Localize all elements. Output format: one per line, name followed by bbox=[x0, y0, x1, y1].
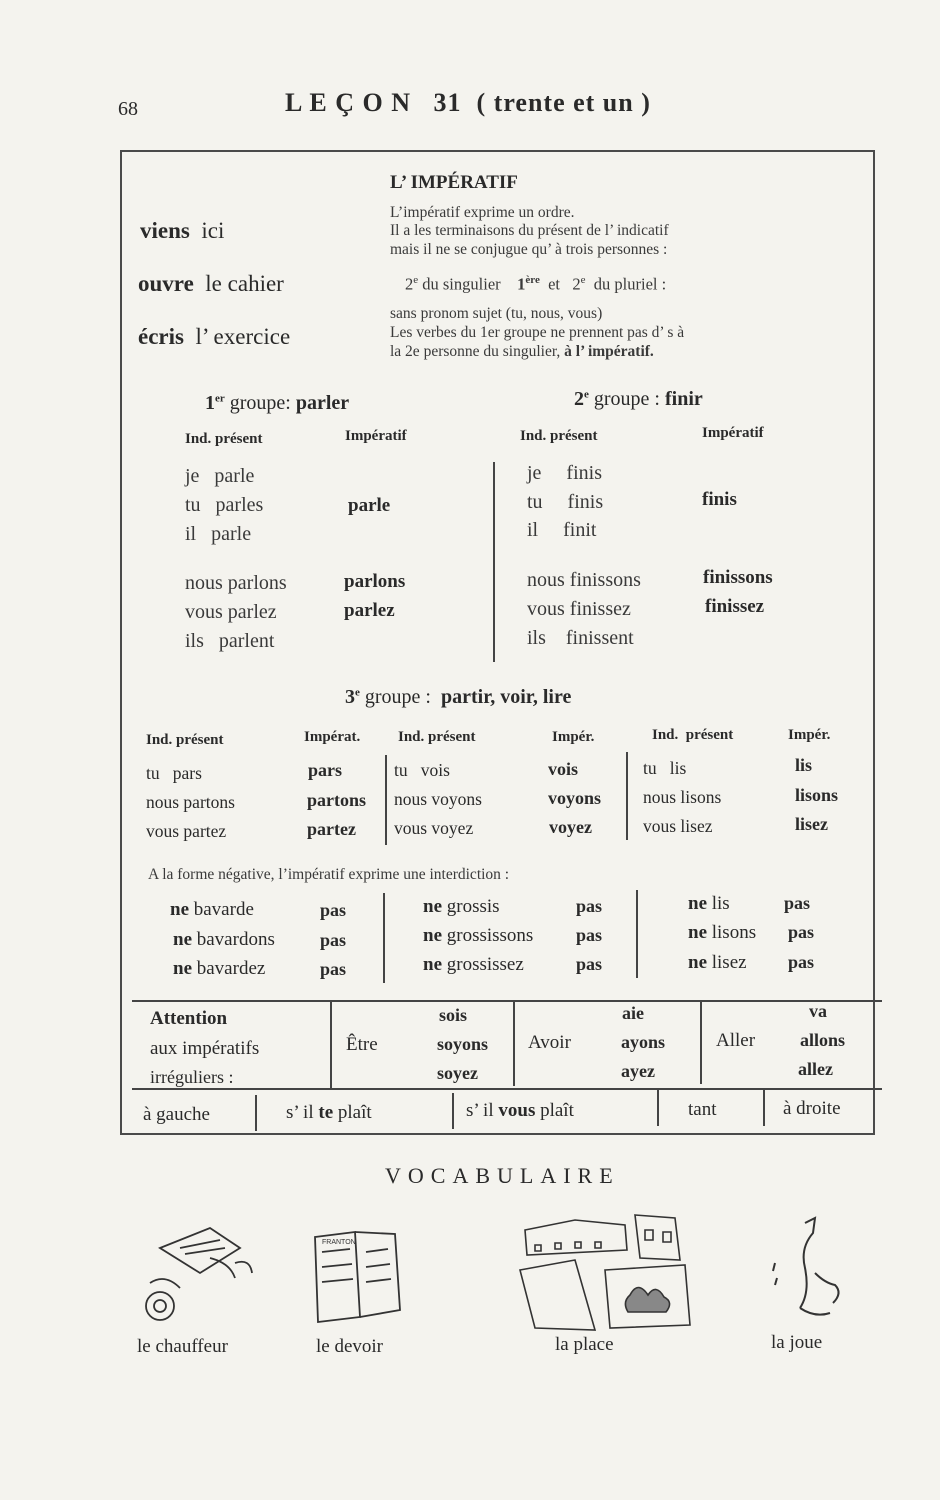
joue-illustration bbox=[755, 1213, 845, 1328]
phrase-gauche: à gauche bbox=[143, 1104, 210, 1125]
group1-imp-2: parlons bbox=[344, 571, 406, 592]
example-2: ouvre le cahier bbox=[138, 271, 284, 296]
group2-ind-1: je finis bbox=[527, 462, 602, 484]
group1-ind-1: je parle bbox=[185, 465, 255, 487]
etre-form-1: sois bbox=[439, 1005, 468, 1025]
neg-col1-pas-3: pas bbox=[320, 959, 347, 979]
group2-ind-3: il finit bbox=[527, 519, 597, 541]
partir-ind-3: vous partez bbox=[146, 821, 227, 841]
partir-ind-2: nous partons bbox=[146, 792, 235, 812]
group3-divider-2 bbox=[626, 752, 628, 840]
irregular-divider-3 bbox=[700, 1000, 702, 1084]
irregular-top-line bbox=[132, 1000, 882, 1002]
voir-imp-2: voyons bbox=[548, 788, 602, 808]
group3-head-ind-3: Ind. présent bbox=[652, 727, 734, 743]
neg-col3-pas-1: pas bbox=[784, 893, 811, 913]
devoir-book-label: FRANTON bbox=[322, 1239, 356, 1246]
phrase-sil-vous-plait: s’ il vous plaît bbox=[466, 1100, 574, 1121]
avoir-label: Avoir bbox=[528, 1032, 571, 1053]
group3-divider-1 bbox=[385, 755, 387, 845]
neg-col1-3: ne bavardez bbox=[173, 958, 266, 979]
phrase-droite: à droite bbox=[783, 1098, 841, 1119]
etre-form-3: soyez bbox=[437, 1063, 478, 1083]
lesson-title: L E Ç O N 31 ( trente et un ) bbox=[285, 88, 651, 117]
voir-ind-3: vous voyez bbox=[394, 818, 474, 838]
phrase-divider-2 bbox=[452, 1093, 454, 1129]
voir-ind-2: nous voyons bbox=[394, 789, 482, 809]
group1-ind-4: nous parlons bbox=[185, 572, 287, 594]
neg-col2-pas-1: pas bbox=[576, 896, 603, 916]
chauffeur-illustration bbox=[140, 1218, 270, 1328]
etre-label: Être bbox=[346, 1034, 378, 1055]
voir-imp-3: voyez bbox=[549, 817, 592, 837]
irregular-divider-1 bbox=[330, 1002, 332, 1088]
lire-ind-1: tu lis bbox=[643, 758, 687, 778]
vocab-caption-chauffeur: le chauffeur bbox=[137, 1336, 228, 1357]
avoir-form-3: ayez bbox=[621, 1061, 655, 1081]
phrase-tant: tant bbox=[688, 1099, 717, 1120]
group1-title: 1er groupe: parler bbox=[205, 392, 350, 414]
rule-persons: 2e du singulier 1ère et 2e du pluriel : bbox=[405, 274, 667, 294]
partir-imp-1: pars bbox=[308, 760, 343, 780]
group2-ind-6: ils finissent bbox=[527, 627, 634, 649]
phrase-row-top-line bbox=[132, 1088, 882, 1090]
group2-head-imp: Impératif bbox=[702, 425, 764, 441]
group1-imp-3: parlez bbox=[344, 600, 395, 621]
group2-ind-2: tu finis bbox=[527, 491, 604, 513]
group3-head-imp-2: Impér. bbox=[552, 729, 595, 745]
neg-col3-pas-3: pas bbox=[788, 952, 815, 972]
group3-head-ind-1: Ind. présent bbox=[146, 732, 224, 748]
phrase-sil-te-plait: s’ il te plaît bbox=[286, 1102, 372, 1123]
voir-imp-1: vois bbox=[548, 759, 579, 779]
phrase-divider-1 bbox=[255, 1095, 257, 1131]
aller-form-3: allez bbox=[798, 1059, 833, 1079]
etre-form-2: soyons bbox=[437, 1034, 489, 1054]
avoir-form-2: ayons bbox=[621, 1032, 666, 1052]
group1-ind-6: ils parlent bbox=[185, 630, 275, 652]
place-illustration bbox=[515, 1210, 695, 1335]
devoir-illustration bbox=[300, 1222, 420, 1332]
neg-col2-pas-2: pas bbox=[576, 925, 603, 945]
lire-ind-3: vous lisez bbox=[643, 816, 713, 836]
group1-head-ind: Ind. présent bbox=[185, 431, 263, 447]
rule-line-1: L’impératif exprime un ordre. bbox=[390, 204, 575, 221]
lire-imp-3: lisez bbox=[795, 814, 828, 834]
rule-line-7: la 2e personne du singulier, à l’ impératif. bbox=[390, 343, 654, 360]
partir-imp-2: partons bbox=[307, 790, 367, 810]
aller-form-1: va bbox=[809, 1001, 827, 1021]
neg-col2-1: ne grossis bbox=[423, 896, 500, 917]
negative-intro: A la forme négative, l’impératif exprime une interdiction : bbox=[148, 866, 510, 883]
group2-ind-5: vous finissez bbox=[527, 598, 631, 620]
group1-ind-5: vous parlez bbox=[185, 601, 277, 623]
group1-ind-2: tu parles bbox=[185, 494, 264, 516]
group2-ind-4: nous finissons bbox=[527, 569, 641, 591]
neg-divider-2 bbox=[636, 890, 638, 978]
example-1: viens ici bbox=[140, 218, 225, 243]
group1-head-imp: Impératif bbox=[345, 428, 407, 444]
voir-ind-1: tu vois bbox=[394, 760, 450, 780]
vocab-caption-joue: la joue bbox=[771, 1332, 823, 1353]
aller-form-2: allons bbox=[800, 1030, 846, 1050]
group2-imp-1: finis bbox=[702, 489, 737, 510]
irregular-divider-2 bbox=[513, 1000, 515, 1086]
neg-col3-pas-2: pas bbox=[788, 922, 815, 942]
irregular-line-3: irréguliers : bbox=[150, 1067, 234, 1087]
group2-title: 2e groupe : finir bbox=[574, 388, 703, 410]
neg-col1-2: ne bavardons bbox=[173, 929, 275, 950]
neg-col2-2: ne grossissons bbox=[423, 925, 534, 946]
vocab-caption-place: la place bbox=[555, 1334, 614, 1355]
lire-imp-1: lis bbox=[795, 755, 813, 775]
group3-head-ind-2: Ind. présent bbox=[398, 729, 476, 745]
rule-line-3: mais il ne se conjugue qu’ à trois personnes : bbox=[390, 241, 668, 258]
neg-col2-pas-3: pas bbox=[576, 954, 603, 974]
group2-imp-3: finissez bbox=[705, 596, 765, 617]
group1-imp-1: parle bbox=[348, 495, 391, 516]
phrase-divider-3 bbox=[657, 1090, 659, 1126]
page-number: 68 bbox=[118, 98, 138, 120]
neg-col1-pas-2: pas bbox=[320, 930, 347, 950]
rule-line-2: Il a les terminaisons du présent de l’ indicatif bbox=[390, 222, 669, 239]
group2-imp-2: finissons bbox=[703, 567, 773, 588]
neg-col1-1: ne bavarde bbox=[170, 899, 254, 920]
group3-head-imp-3: Impér. bbox=[788, 727, 831, 743]
partir-ind-1: tu pars bbox=[146, 763, 202, 783]
neg-col3-1: ne lis bbox=[688, 893, 730, 914]
group-divider bbox=[493, 462, 495, 662]
vocab-caption-devoir: le devoir bbox=[316, 1336, 384, 1357]
example-3: écris l’ exercice bbox=[138, 324, 291, 349]
vocabulary-title: VOCABULAIRE bbox=[385, 1163, 620, 1188]
neg-col3-2: ne lisons bbox=[688, 922, 757, 943]
rule-line-6: Les verbes du 1er groupe ne prennent pas d’ s à bbox=[390, 324, 685, 341]
rule-line-5: sans pronom sujet (tu, nous, vous) bbox=[390, 305, 603, 322]
phrase-divider-4 bbox=[763, 1090, 765, 1126]
group2-head-ind: Ind. présent bbox=[520, 428, 598, 444]
partir-imp-3: partez bbox=[307, 819, 356, 839]
lire-ind-2: nous lisons bbox=[643, 787, 722, 807]
lire-imp-2: lisons bbox=[795, 785, 839, 805]
irregular-line-2: aux impératifs bbox=[150, 1038, 260, 1059]
group3-head-imp-1: Impérat. bbox=[304, 729, 361, 745]
neg-col1-pas-1: pas bbox=[320, 900, 347, 920]
rule-title: L’ IMPÉRATIF bbox=[390, 172, 518, 193]
neg-col2-3: ne grossissez bbox=[423, 954, 524, 975]
group1-ind-3: il parle bbox=[185, 523, 252, 545]
neg-col3-3: ne lisez bbox=[688, 952, 747, 973]
aller-label: Aller bbox=[716, 1030, 756, 1051]
avoir-form-1: aie bbox=[622, 1003, 644, 1023]
attention-label: Attention bbox=[150, 1008, 228, 1029]
group3-title: 3e groupe : partir, voir, lire bbox=[345, 686, 572, 708]
neg-divider-1 bbox=[383, 893, 385, 983]
